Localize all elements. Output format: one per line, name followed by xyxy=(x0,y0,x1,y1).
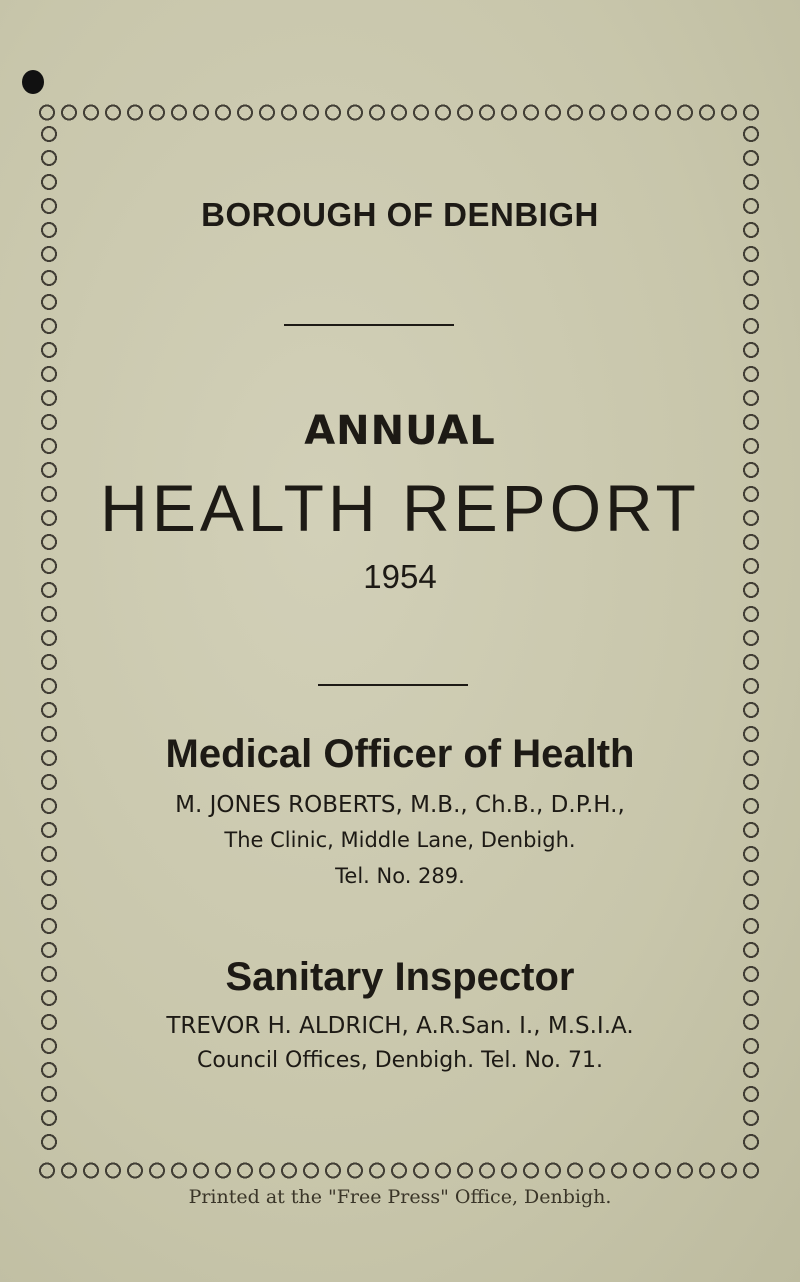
sanitary-inspector-address: Council Offices, Denbigh. Tel. No. 71. xyxy=(197,1048,603,1073)
medical-officer-tel: Tel. No. 289. xyxy=(335,864,465,888)
border-bottom-ornament xyxy=(36,1154,764,1184)
sanitary-inspector-name: TREVOR H. ALDRICH, A.R.San. I., M.S.I.A. xyxy=(166,1013,634,1039)
report-heading: HEALTH REPORT xyxy=(100,471,700,545)
border-left-ornament xyxy=(36,122,62,1158)
sanitary-inspector-heading: Sanitary Inspector xyxy=(225,955,575,999)
border-top-ornament xyxy=(36,96,764,126)
borough-title: BOROUGH OF DENBIGH xyxy=(201,196,599,233)
printer-imprint: Printed at the "Free Press" Office, Denbigh. xyxy=(188,1186,612,1208)
punch-hole xyxy=(22,70,44,94)
report-year: 1954 xyxy=(363,558,437,595)
annual-label: ANNUAL xyxy=(304,408,496,454)
divider-rule xyxy=(318,684,468,686)
border-right-ornament xyxy=(738,122,764,1158)
divider-rule xyxy=(284,324,454,326)
medical-officer-name: M. JONES ROBERTS, M.B., Ch.B., D.P.H., xyxy=(175,792,625,818)
medical-officer-heading: Medical Officer of Health xyxy=(165,732,635,776)
medical-officer-address: The Clinic, Middle Lane, Denbigh. xyxy=(224,828,576,852)
